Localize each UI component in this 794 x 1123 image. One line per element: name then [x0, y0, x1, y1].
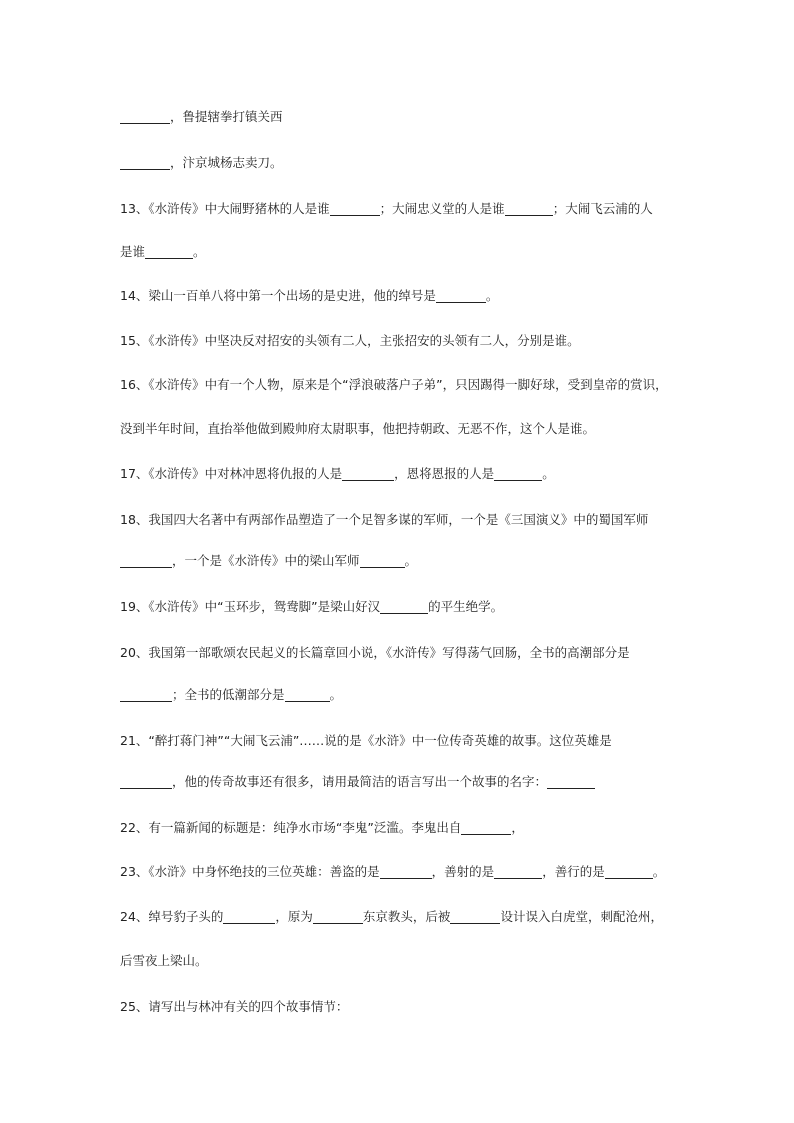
question-text: 。 — [404, 553, 418, 568]
question-20-cont — [120, 685, 680, 705]
question-19 — [120, 597, 680, 617]
answer-blank[interactable] — [120, 687, 172, 702]
answer-blank[interactable] — [285, 687, 330, 702]
question-text: ， — [511, 820, 524, 835]
question-text: ；大闹飞云浦的人 — [552, 201, 653, 216]
answer-blank[interactable] — [605, 864, 653, 879]
question-text: 。 — [485, 288, 499, 303]
question-text: ，他的传奇故事还有很多，请用最简洁的语言写出一个故事的名字 — [172, 774, 535, 789]
question-text: 东京教头，后被 — [362, 909, 451, 924]
question-15 — [120, 331, 680, 351]
question-text: 14、梁山一百单八将中第一个出场的是史进，他的绰号是 — [120, 288, 436, 303]
answer-blank[interactable] — [360, 553, 405, 568]
question-24 — [120, 907, 680, 927]
question-text: 18、我国四大名著中有两部作品塑造了一个足智多谋的军师，一个是《三国演义》中的蜀国军师 — [120, 512, 649, 527]
question-text: ，原为 — [275, 909, 313, 924]
answer-blank[interactable] — [313, 909, 363, 924]
answer-blank[interactable] — [330, 201, 380, 216]
question-text: ，恩将恩报的人是 — [394, 466, 495, 481]
question-text: 。 — [193, 244, 206, 259]
answer-blank[interactable] — [380, 864, 432, 879]
question-17 — [120, 464, 680, 484]
answer-blank[interactable] — [450, 909, 500, 924]
question-13 — [120, 199, 680, 219]
answer-blank[interactable] — [380, 599, 428, 614]
question-25 — [120, 997, 680, 1017]
question-text: 15、《水浒传》中坚决反对招安的头领有二人，主张招安的头领有二人，分别是谁。 — [120, 333, 580, 348]
question-16-cont — [120, 419, 680, 439]
question-text: ；大闹忠义堂的人是谁 — [379, 201, 505, 216]
question-18 — [120, 510, 680, 530]
answer-blank[interactable] — [120, 155, 170, 170]
question-21-cont — [120, 772, 680, 792]
question-16 — [120, 375, 680, 395]
question-13-cont — [120, 242, 680, 262]
answer-blank[interactable] — [547, 774, 595, 789]
question-text: 24、绰号豹子头的 — [120, 909, 224, 924]
answer-blank[interactable] — [342, 466, 394, 481]
question-text: 设计误入白虎堂，刺配沧州， — [500, 909, 663, 924]
line-lu-zhixia — [120, 107, 680, 127]
question-text: 是谁 — [120, 244, 146, 259]
line-text: ，汴京城杨志卖刀。 — [170, 155, 283, 170]
question-text: 16、《水浒传》中有一个人物，原来是个“浮浪破落户子弟”，只因踢得一脚好球，受到皇帝的赏识， — [120, 377, 668, 392]
question-21 — [120, 731, 680, 751]
question-22 — [120, 818, 680, 838]
question-text: 。 — [329, 687, 343, 702]
question-text: ，一个是《水浒传》中的梁山军师 — [172, 553, 360, 568]
question-14 — [120, 286, 680, 306]
question-text: 的平生绝学。 — [428, 599, 504, 614]
answer-blank[interactable] — [120, 774, 172, 789]
answer-blank[interactable] — [120, 109, 170, 124]
question-text: 17、《水浒传》中对林冲恩将仇报的人是 — [120, 466, 343, 481]
question-text: ，善行的是 — [542, 864, 605, 879]
question-text: 23、《水浒》中身怀绝技的三位英雄：善盗的是 — [120, 864, 380, 879]
answer-blank[interactable] — [494, 466, 542, 481]
question-23 — [120, 862, 680, 882]
answer-blank[interactable] — [223, 909, 275, 924]
question-text: 25、请写出与林冲有关的四个故事情节： — [120, 999, 349, 1014]
question-text: 。 — [542, 466, 555, 481]
answer-blank[interactable] — [436, 288, 486, 303]
question-text: 13、《水浒传》中大闹野猪林的人是谁 — [120, 201, 330, 216]
question-text: 21、“醉打蒋门神”“大闹飞云浦”……说的是《水浒》中一位传奇英雄的故事。这位英雄是 — [120, 733, 612, 748]
answer-blank[interactable] — [145, 244, 193, 259]
question-18-cont — [120, 551, 680, 571]
line-yang-zhi — [120, 153, 680, 173]
question-20 — [120, 643, 680, 663]
question-text: 20、我国第一部歌颂农民起义的长篇章回小说，《水浒传》写得荡气回肠，全书的高潮部分是 — [120, 645, 630, 660]
question-text: 没到半年时间，直抬举他做到殿帅府太尉职事，他把持朝政、无恶不作，这个人是谁。 — [120, 421, 596, 436]
question-text: ；全书的低潮部分是 — [172, 687, 285, 702]
question-text: 。 — [652, 864, 666, 879]
answer-blank[interactable] — [120, 553, 172, 568]
question-text: 后雪夜上梁山。 — [120, 953, 208, 968]
question-text: ，善射的是 — [431, 864, 495, 879]
question-24-cont — [120, 951, 680, 971]
answer-blank[interactable] — [461, 820, 511, 835]
answer-blank[interactable] — [494, 864, 542, 879]
question-text: 22、有一篇新闻的标题是：纯净水市场“李鬼”泛滥。李鬼出自 — [120, 820, 462, 835]
question-text: 19、《水浒传》中“玉环步，鸳鸯脚”是梁山好汉 — [120, 599, 381, 614]
line-text: ，鲁提辖拳打镇关西 — [170, 109, 283, 124]
answer-blank[interactable] — [505, 201, 553, 216]
question-text: ： — [534, 774, 548, 789]
